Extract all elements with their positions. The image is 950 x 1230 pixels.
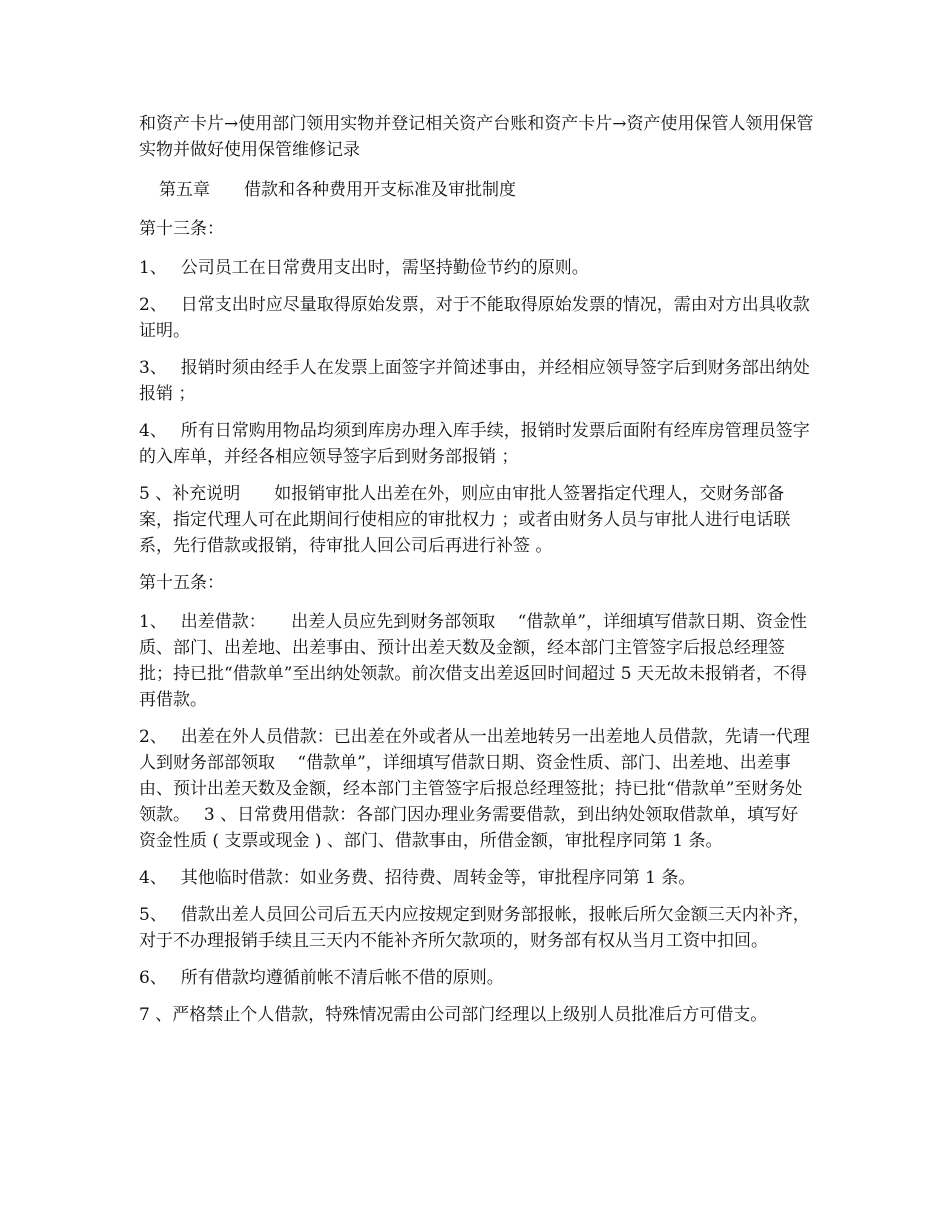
article-13-item-4: 4、 所有日常购用物品均须到库房办理入库手续，报销时发票后面附有经库房管理员签字的入库单，并经各相应领导签字后到财务部报销 ；	[139, 421, 810, 467]
chapter-heading: 第五章 借款和各种费用开支标准及审批制度	[159, 180, 516, 200]
article-15-item-6: 6、 所有借款均遵循前帐不清后帐不借的原则。	[139, 968, 504, 988]
article-13-item-5: 5 、补充说明 如报销审批人出差在外，则应由审批人签署指定代理人，交财务部备案，指定代理人可在此期间行使相应的审批权力 ；或者由财务人员与审批人进行电话联系，先行借款或报销，待审批人回公司后再进行补签 。	[139, 484, 791, 556]
document-page	[139, 111, 815, 1039]
article-15-item-1: 1、 出差借款： 出差人员应先到财务部领取 “借款单”，详细填写借款日期、资金性质、部门、出差地、出差事由、预计出差天数及金额，经本部门主管签字后报总经理签批；持已批“借款单”至出纳处领款。前次借支出差返回时间超过 5 天无故未报销者，不得再借款。	[139, 612, 808, 710]
article-13-item-1: 1、 公司员工在日常费用支出时，需坚持勤俭节约的原则。	[139, 258, 589, 278]
article-13-item-3: 3、 报销时须由经手人在发票上面签字并简述事由，并经相应领导签字后到财务部出纳处报销 ；	[139, 358, 810, 404]
article-15-item-4: 4、 其他临时借款：如业务费、招待费、周转金等，审批程序同第 1 条。	[139, 868, 696, 888]
article-15-item-7: 7 、严格禁止个人借款，特殊情况需由公司部门经理以上级别人员批准后方可借支。	[139, 1005, 768, 1025]
article-13-label: 第十三条：	[139, 219, 224, 239]
article-13-item-2: 2、 日常支出时应尽量取得原始发票，对于不能取得原始发票的情况，需由对方出具收款证明。	[139, 295, 810, 341]
article-15-item-2: 2、 出差在外人员借款：已出差在外或者从一出差地转另一出差地人员借款，先请一代理人到财务部部领取 “借款单”，详细填写借款日期、资金性质、部门、出差地、出差事由、预计出差天数及金额，经本部门主管签字后报总经理签批；持已批“借款单”至财务处领款。 3 、日常费用借款：各部门因办理业务需要借款，到出纳处领取借款单，填写好资金性质 ( 支票或现金 ) 、部门、借款事由，所借金额，审批程序同第 1 条。	[139, 727, 810, 851]
intro-paragraph: 和资产卡片→使用部门领用实物并登记相关资产台账和资产卡片→资产使用保管人领用保管实物并做好使用保管维修记录	[139, 114, 814, 160]
article-15-label: 第十五条：	[139, 573, 224, 593]
article-15-item-5: 5、 借款出差人员回公司后五天内应按规定到财务部报帐，报帐后所欠金额三天内补齐，对于不办理报销手续且三天内不能补齐所欠款项的，财务部有权从当月工资中扣回。	[139, 905, 810, 951]
